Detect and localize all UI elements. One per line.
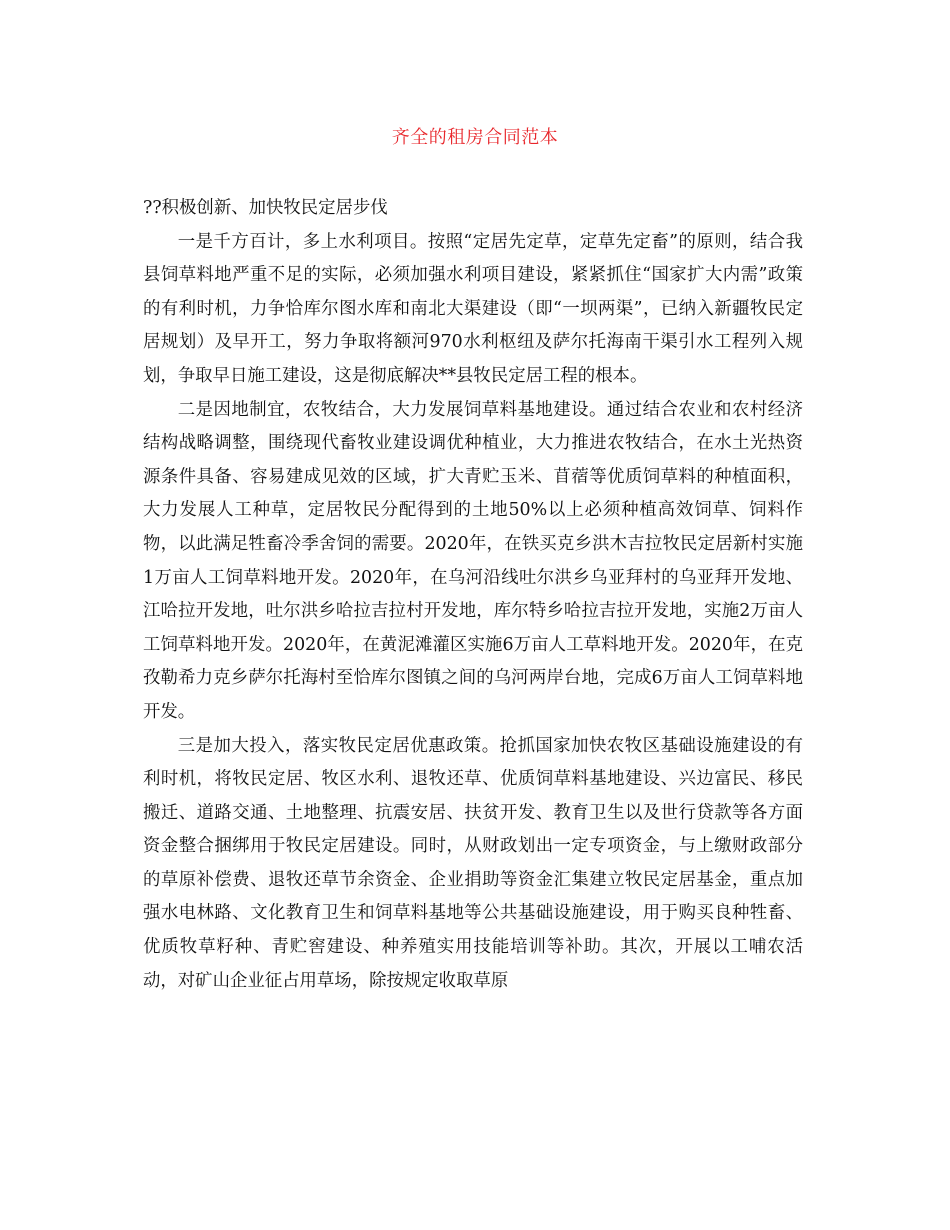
- section-heading: ??积极创新、加快牧民定居步伐: [143, 198, 388, 218]
- document-body: [143, 192, 803, 998]
- document-title: 齐全的租房合同范本: [391, 127, 559, 148]
- paragraph-2: 二是因地制宜，农牧结合，大力发展饲草料基地建设。通过结合农业和农村经济结构战略调整，围绕现代畜牧业建设调优种植业，大力推进农牧结合，在水土光热资源条件具备、容易建成见效的区域，扩大青贮玉米、苜蓿等优质饲草料的种植面积，大力发展人工种草，定居牧民分配得到的土地50%以上必须种植高效饲草、饲料作物，以此满足牲畜冷季舍饲的需要。2020年，在铁买克乡洪木吉拉牧民定居新村实施1万亩人工饲草料地开发。2020年，在乌河沿线吐尔洪乡乌亚拜村的乌亚拜开发地、江哈拉开发地，吐尔洪乡哈拉吉拉村开发地，库尔特乡哈拉吉拉开发地，实施2万亩人工饲草料地开发。2020年，在黄泥滩灌区实施6万亩人工草料地开发。2020年，在克孜勒希力克乡萨尔托海村至恰库尔图镇之间的乌河两岸台地，完成6万亩人工饲草料地开发。: [143, 399, 803, 722]
- paragraph-1: 一是千方百计，多上水利项目。按照“定居先定草，定草先定畜”的原则，结合我县饲草料地严重不足的实际，必须加强水利项目建设，紧紧抓住“国家扩大内需”政策的有利时机，力争恰库尔图水库和南北大渠建设（即“一坝两渠”，已纳入新疆牧民定居规划）及早开工，努力争取将额河970水利枢纽及萨尔托海南干渠引水工程列入规划，争取早日施工建设，这是彻底解决**县牧民定居工程的根本。: [143, 231, 803, 386]
- paragraph-3: 三是加大投入，落实牧民定居优惠政策。抢抓国家加快农牧区基础设施建设的有利时机，将牧民定居、牧区水利、退牧还草、优质饲草料基地建设、兴边富民、移民搬迁、道路交通、土地整理、抗震安居、扶贫开发、教育卫生以及世行贷款等各方面资金整合捆绑用于牧民定居建设。同时，从财政划出一定专项资金，与上缴财政部分的草原补偿费、退牧还草节余资金、企业捐助等资金汇集建立牧民定居基金，重点加强水电林路、文化教育卫生和饲草料基地等公共基础设施建设，用于购买良种牲畜、优质牧草籽种、青贮窖建设、种养殖实用技能培训等补助。其次，开展以工哺农活动，对矿山企业征占用草场，除按规定收取草原: [143, 735, 803, 991]
